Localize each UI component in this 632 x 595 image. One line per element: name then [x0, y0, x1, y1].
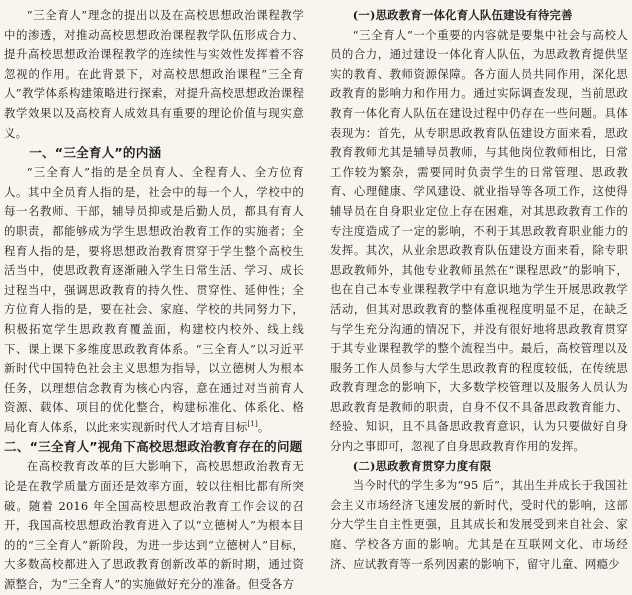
section-2-paragraph: 在高校教育改革的巨大影响下，高校思想政治教育无论是在教学质量方面还是效率方面，较以往相比都有所突破。随着 2016 年全国高校思想政治教育工作会议的召开，我国高校思想政治教育进入了以“立德树人”为根本目的的“三全育人”新阶段，为进一步达到“立德树人”目标，大多数高校都进入了思政教育创新改革的新时期，通过资源整合，为“三全育人”的实施做好充分的准备。但受各方	[4, 459, 304, 592]
subsection-2-paragraph: 当今时代的学生多为“95 后”，其出生并成长于我国社会主义市场经济飞速发展的新时代，受时代的影响，这部分大学生自主性更强，且其成长和发展受到来自社会、家庭、学校各方面的影响。尤其是在互联网文化、市场经济、应试教育等一系列因素的影响下，留守儿童、网瘾少	[330, 478, 628, 571]
section-2-heading: 二、“三全育人”视角下高校思想政治教育存在的问题	[4, 439, 303, 455]
subsection-2-heading: (二)思政教育贯穿力度有限	[352, 458, 492, 473]
subsection-1-heading: (一)思政教育一体化育人队伍建设有待完善	[352, 8, 573, 22]
section-1-end: 。	[257, 419, 270, 434]
section-1-text: “三全育人”指的是全员育人、全程育人、全方位育人。其中全员育人指的是，社会中的每一个人，学校中的每一名教师、干部，辅导员抑或是后勤人员，都具有育人的职责，都能够成为学生思想政治教育工作的实施者；全程育人指的是，要将思想政治教育贯穿于学生整个高校生活当中，使思政教育逐渐融入学生日常生活、学习、成长过程当中，强调思政教育的持久性、贯穿性、延伸性；全方位育人指的是，要在社会、家庭、学校的共同努力下，积极拓宽学生思政教育覆盖面，构建校内校外、线上线下、课上课下多维度思政教育体系。“三全育人”以习近平新时代中国特色社会主义思想为指导，以立德树人为根本任务，以理想信念教育为核心内容，意在通过对当前育人资源、载体、项目的优化整合，构建标准化、体系化、格局化育人体系，以此来实现新时代人才培育目标	[4, 165, 304, 434]
citation-marker: [1]	[247, 420, 258, 429]
left-column	[4, 6, 304, 595]
subsection-1-paragraph: “三全育人”一个重要的内容就是要集中社会与高校人员的合力，通过建设一体化育人队伍，为思政教育提供坚实的教育、教师资源保障。各方面人员共同作用，深化思政教育的影响力和作用力。通过实际调查发现，当前思政教育一体化育人队伍在建设过程中仍存在一些问题。具体表现为：首先，从专职思政教育队伍建设方面来看，思政教育教师尤其是辅导员教师，与其他岗位教师相比，日常工作较为繁杂，需要同时负责学生的日常管理、思政教育、心理健康、学风建设、就业指导等各项工作，这使得辅导员在自身职业定位上存在困难，对其思政教育工作的专注度造成了一定的影响，不利于其思政教育职业能力的发挥。其次，从业余思政教育队伍建设方面来看，除专职思政教师外，其他专业教师虽然在“课程思政”的影响下，也在自己本专业课程教学中有意识地为学生开展思政教学活动，但其对思政教育的整体重视程度明显不足，在缺乏与学生充分沟通的情况下，并没有很好地将思政教育贯穿于其专业课程教学的整个流程当中。最后，高校管理以及服务工作人员参与大学生思政教育的程度较低，在传统思政教育理念的影响下，大多数学校管理以及服务人员认为思政教育是教师的职责，自身不仅不具备思政教育能力、经验、知识，且不具备思政教育意识，认为只要做好自身分内之事即可，忽视了自身思政教育作用的发挥。	[330, 27, 628, 454]
section-1-heading: 一、“三全育人”的内涵	[29, 145, 162, 161]
right-column	[330, 6, 628, 574]
section-1-paragraph	[4, 163, 304, 437]
intro-paragraph: “三全育人”理念的提出以及在高校思想政治课程教学中的渗透，对推动高校思想政治课程教学队伍形成合力、提升高校思想政治课程教学的连续性与实效性发挥着不容忽视的作用。在此背景下，对高校思想政治课程“三全育人”教学体系构建策略进行探索，对提升高校思想政治课程教学效果以及高校育人成效具有重要的理论价值与现实意义。	[4, 8, 304, 140]
